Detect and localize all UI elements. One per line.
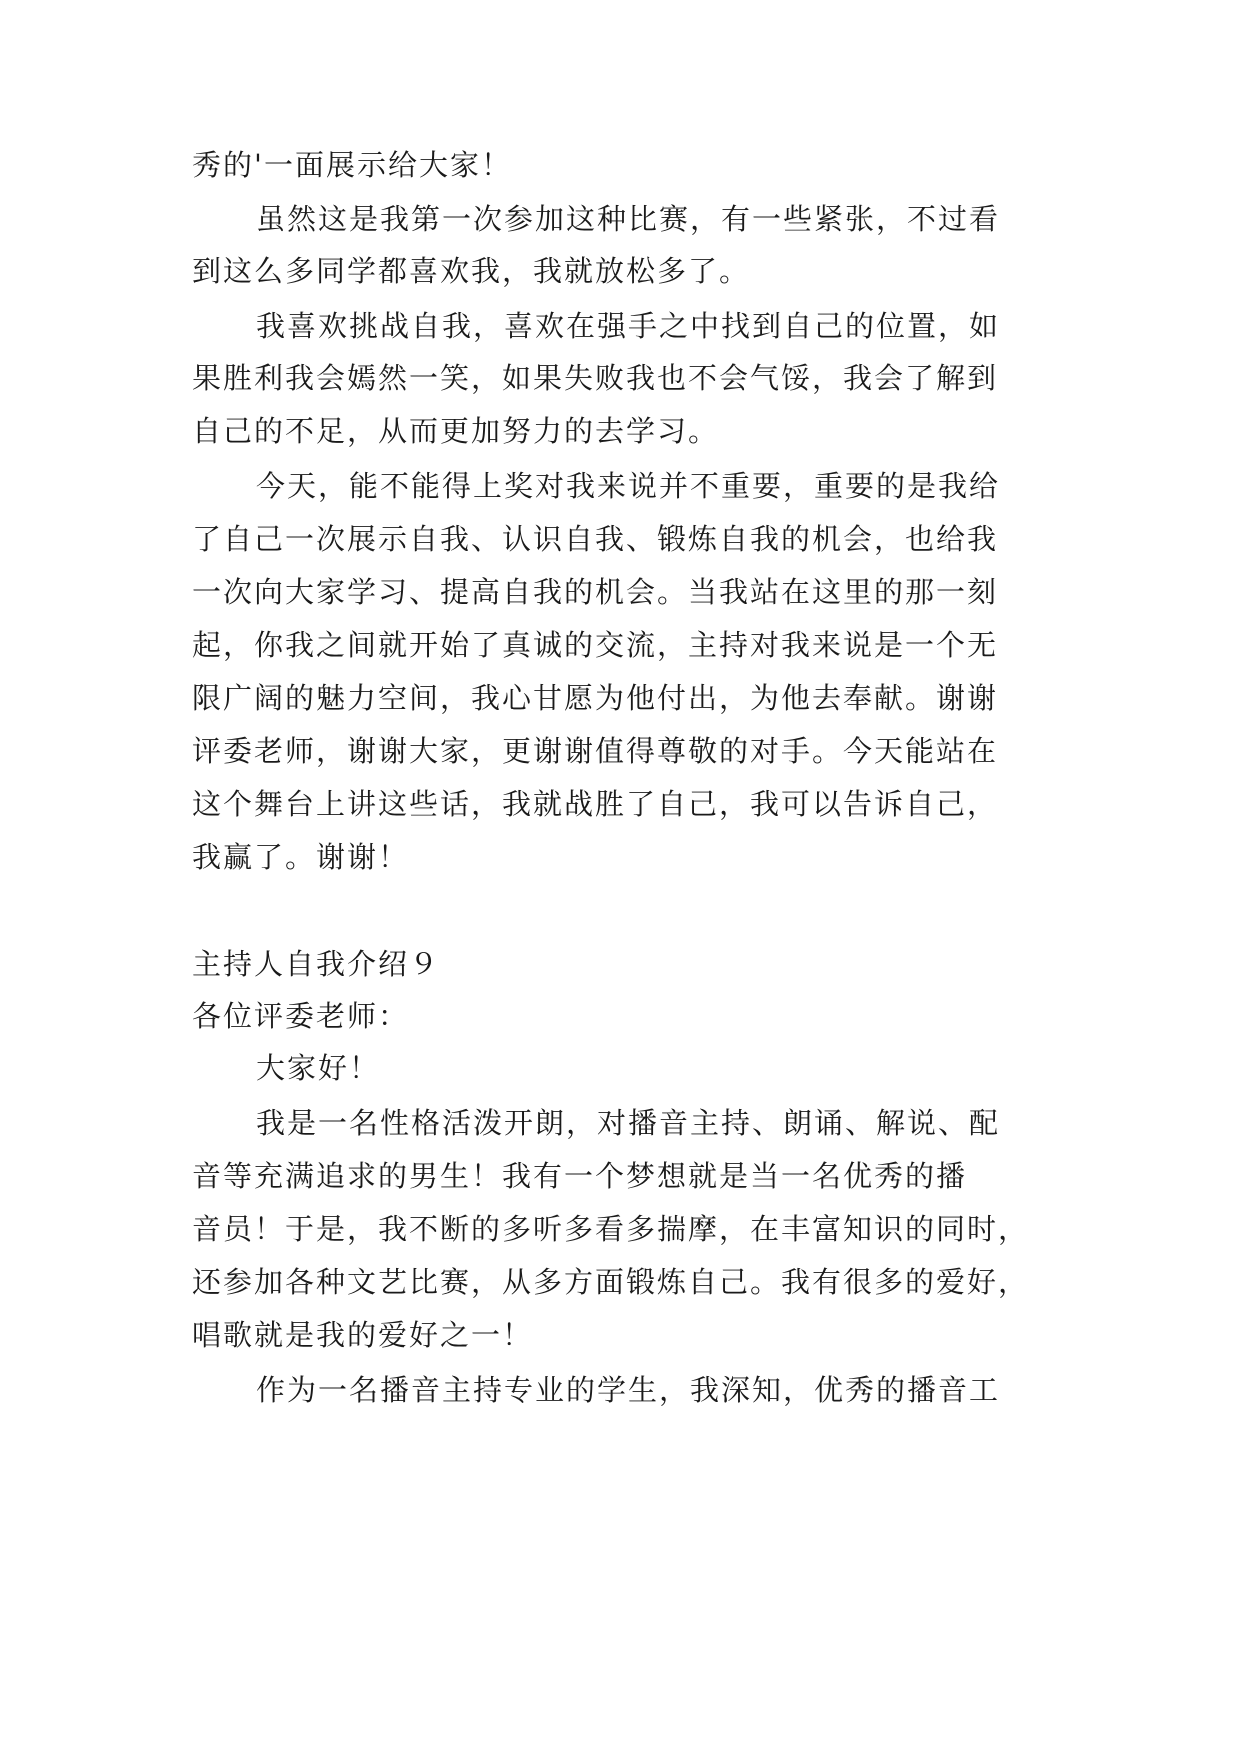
text-line: 到这么多同学都喜欢我，我就放松多了。 [192, 254, 751, 288]
text-line: 我是一名性格活泼开朗，对播音主持、朗诵、解说、配 [256, 1106, 1001, 1140]
text-line: 了自己一次展示自我、认识自我、锻炼自我的机会，也给我 [192, 522, 999, 556]
text-line: 限广阔的魅力空间，我心甘愿为他付出，为他去奉献。谢谢 [192, 681, 999, 715]
text-line: 一次向大家学习、提高自我的机会。当我站在这里的那一刻 [192, 575, 999, 609]
text-line: 我赢了。谢谢！ [192, 840, 410, 874]
text-line: 作为一名播音主持专业的学生，我深知，优秀的播音工 [256, 1373, 1001, 1407]
text-line: 自己的不足，从而更加努力的去学习。 [192, 414, 720, 448]
text-line: 今天，能不能得上奖对我来说并不重要，重要的是我给 [256, 469, 1001, 503]
text-line: 虽然这是我第一次参加这种比赛，有一些紧张，不过看 [256, 202, 1001, 236]
greeting: 大家好！ [256, 1051, 381, 1085]
text-line: 唱歌就是我的爱好之一！ [192, 1318, 534, 1352]
text-line: 秀的'一面展示给大家！ [192, 148, 512, 182]
text-line: 果胜利我会嫣然一笑，如果失败我也不会气馁，我会了解到 [192, 361, 999, 395]
text-line: 我喜欢挑战自我，喜欢在强手之中找到自己的位置，如 [256, 309, 1001, 343]
text-line: 这个舞台上讲这些话，我就战胜了自己，我可以告诉自己， [192, 787, 999, 821]
text-line: 起，你我之间就开始了真诚的交流，主持对我来说是一个无 [192, 628, 999, 662]
text-line: 音等充满追求的男生！我有一个梦想就是当一名优秀的播 [192, 1159, 968, 1193]
section-heading: 主持人自我介绍９ [192, 947, 441, 981]
salutation: 各位评委老师： [192, 999, 410, 1033]
text-line: 评委老师，谢谢大家，更谢谢值得尊敬的对手。今天能站在 [192, 734, 999, 768]
text-line: 还参加各种文艺比赛，从多方面锻炼自己。我有很多的爱好， [192, 1265, 1030, 1299]
text-line: 音员！于是，我不断的多听多看多揣摩，在丰富知识的同时， [192, 1212, 1030, 1246]
